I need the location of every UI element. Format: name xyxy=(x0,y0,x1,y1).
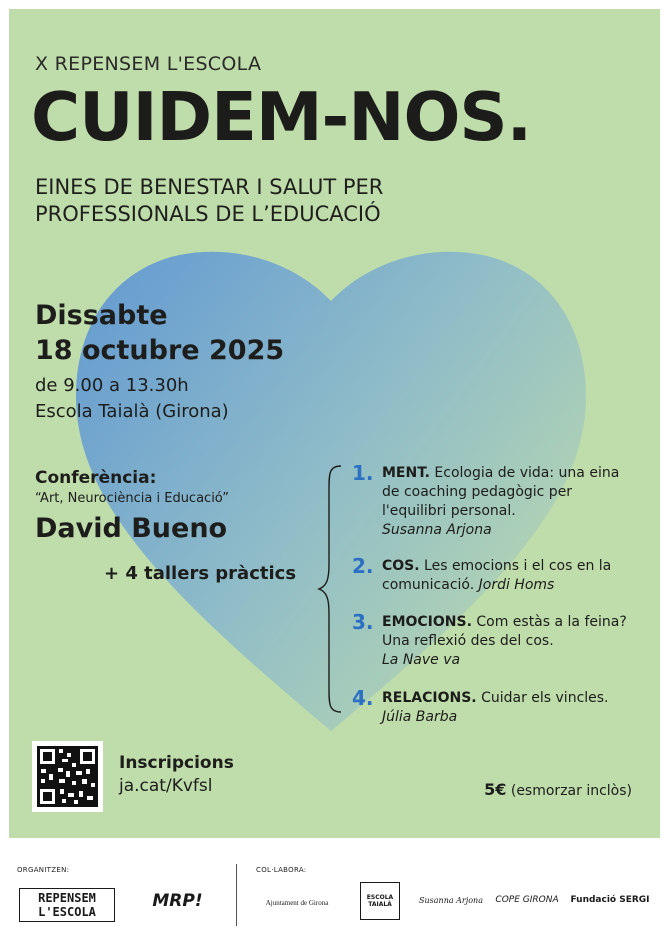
logo-mrp xyxy=(135,885,220,917)
conference-title: “Art, Neurociència i Educació” xyxy=(35,491,230,506)
edition-label: X REPENSEM L'ESCOLA xyxy=(35,53,262,75)
logo-arjona-text: Susanna Arjona xyxy=(419,895,483,905)
speaker-name: David Bueno xyxy=(35,513,228,544)
logo-ajuntament xyxy=(252,888,342,918)
workshop-description: Com estàs a la feina? Una reflexió des del cos. xyxy=(382,614,627,649)
workshop-number: 2. xyxy=(352,554,374,578)
qr-code-icon xyxy=(32,741,103,812)
workshop-number: 3. xyxy=(352,610,374,634)
workshop-name: RELACIONS. xyxy=(382,690,477,706)
logo-cope-text: COPE GIRONA xyxy=(495,895,559,905)
event-day: Dissabte xyxy=(35,300,168,331)
workshop-description: Cuidar els vincles. xyxy=(481,690,609,706)
logo-sergi xyxy=(570,884,650,916)
workshop-number: 1. xyxy=(352,461,374,485)
page-title: CUIDEM-NOS. xyxy=(31,78,532,156)
logo-mrp-text: MRP! xyxy=(152,891,203,911)
logo-arjona xyxy=(420,880,482,920)
workshop-name: MENT. xyxy=(382,465,430,481)
footer-divider xyxy=(236,864,237,926)
price-note: (esmorzar inclòs) xyxy=(510,783,632,799)
registration-link[interactable]: ja.cat/Kvfsl xyxy=(119,776,213,796)
logo-taiala-text: ESCOLA TAIALÀ xyxy=(366,894,394,908)
workshop-name: EMOCIONS. xyxy=(382,614,472,630)
price-info xyxy=(484,780,632,799)
subtitle: EINES DE BENESTAR I SALUT PER PROFESSIONALS DE L’EDUCACIÓ xyxy=(35,175,384,226)
workshops-summary: + 4 tallers pràctics xyxy=(104,563,297,584)
workshop-facilitator: La Nave va xyxy=(382,652,461,668)
event-date: 18 octubre 2025 xyxy=(35,335,285,366)
logo-repensem xyxy=(17,886,117,924)
event-time: de 9.00 a 13.30h xyxy=(35,375,189,396)
registration-label: Inscripcions xyxy=(119,753,234,773)
poster xyxy=(9,9,660,838)
qr-code[interactable] xyxy=(32,741,103,812)
logo-ajuntament-text: Ajuntament de Girona xyxy=(265,899,329,907)
event-place: Escola Taialà (Girona) xyxy=(35,401,229,422)
workshop-description: Les emocions i el cos en la comunicació. xyxy=(382,558,612,593)
collaborators-label: COL·LABORA: xyxy=(256,866,307,874)
logo-taiala xyxy=(360,882,400,920)
conference-label: Conferència: xyxy=(35,468,157,488)
logo-sergi-text: Fundació SERGI xyxy=(570,895,650,905)
workshop-description: Ecologia de vida: una eina de coaching pedagògic per l'equilibri personal. xyxy=(382,465,620,519)
workshop-number: 4. xyxy=(352,686,374,710)
workshop-facilitator: Jordi Homs xyxy=(478,577,555,593)
workshop-facilitator: Júlia Barba xyxy=(382,709,458,725)
organizers-label: ORGANITZEN: xyxy=(17,866,70,874)
logo-repensem-text: REPENSEM L'ESCOLA xyxy=(19,888,115,922)
price-value: 5€ xyxy=(484,780,507,799)
logo-cope xyxy=(496,880,558,920)
curly-brace-icon xyxy=(317,464,343,714)
workshop-name: COS. xyxy=(382,558,420,574)
workshop-facilitator: Susanna Arjona xyxy=(382,522,492,538)
